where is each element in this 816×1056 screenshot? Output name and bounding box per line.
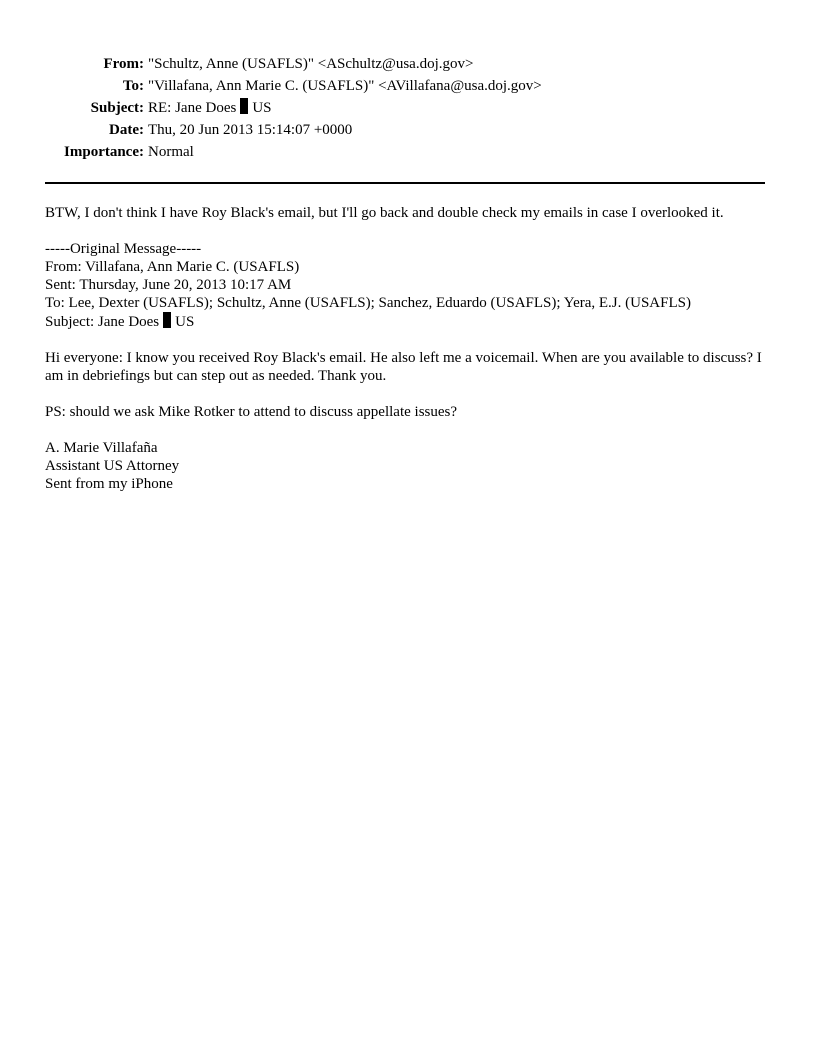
header-from-row (0, 53, 816, 75)
spacer (45, 222, 775, 240)
to-value: "Villafana, Ann Marie C. (USAFLS)" <AVillafana@usa.doj.gov> (148, 78, 542, 94)
header-date-row (0, 119, 816, 141)
spacer (45, 385, 775, 403)
header-importance-row (0, 141, 816, 163)
spacer (45, 331, 775, 349)
signature-title: Assistant US Attorney (45, 458, 180, 474)
importance-label: Importance: (64, 144, 144, 160)
header-subject-row (0, 97, 816, 119)
date-value: Thu, 20 Jun 2013 15:14:07 +0000 (148, 122, 353, 138)
from-value: "Schultz, Anne (USAFLS)" <ASchultz@usa.doj.gov> (148, 56, 474, 72)
original-sent-line: Sent: Thursday, June 20, 2013 10:17 AM (45, 277, 292, 293)
original-to-line: To: Lee, Dexter (USAFLS); Schultz, Anne (USAFLS); Sanchez, Eduardo (USAFLS); Yera, E.J. (USAFLS) (45, 295, 691, 311)
signature-name: A. Marie Villafaña (45, 440, 158, 456)
subject-suffix: US (252, 100, 272, 116)
original-subject-suffix: US (175, 314, 195, 330)
header-to-row (0, 75, 816, 97)
spacer (45, 421, 775, 439)
email-body (45, 204, 775, 493)
subject-value (148, 97, 272, 119)
reply-text: BTW, I don't think I have Roy Black's email, but I'll go back and double check my emails in case I overlooked it. (45, 205, 724, 221)
message-text: Hi everyone: I know you received Roy Black's email. He also left me a voicemail. When are you available to discuss? I am in debriefings but can step out as needed. Thank you. (45, 350, 762, 384)
from-label: From: (103, 56, 144, 72)
redaction-block (240, 98, 248, 114)
email-header (0, 53, 816, 163)
subject-label: Subject: (90, 100, 144, 116)
signature-sent-from: Sent from my iPhone (45, 476, 173, 492)
ps-text: PS: should we ask Mike Rotker to attend to discuss appellate issues? (45, 404, 458, 420)
original-from-line: From: Villafana, Ann Marie C. (USAFLS) (45, 259, 300, 275)
to-label: To: (122, 78, 144, 94)
importance-value: Normal (148, 144, 194, 160)
header-divider (45, 182, 765, 184)
original-subject-prefix: Subject: Jane Does (45, 314, 160, 330)
subject-prefix: RE: Jane Does (148, 100, 237, 116)
original-subject-line (45, 312, 775, 331)
date-label: Date: (109, 122, 144, 138)
redaction-block (163, 312, 171, 328)
original-message-marker: -----Original Message----- (45, 241, 202, 257)
